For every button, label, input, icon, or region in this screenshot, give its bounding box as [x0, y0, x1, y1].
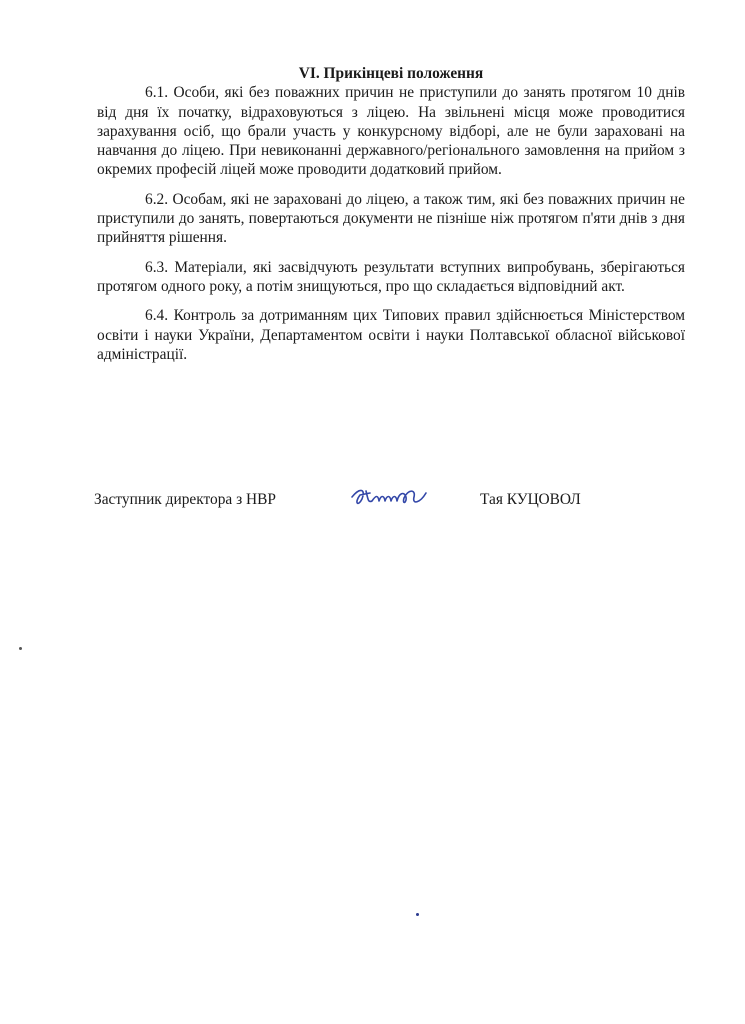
handwritten-signature [346, 485, 436, 511]
section-title: VI. Прикінцеві положення [298, 65, 484, 82]
scan-speck [19, 647, 22, 650]
paragraph-6-4: 6.4. Контроль за дотриманням цих Типових правил здійснюється Міністерством освіти і науки України, Департаментом освіти і науки Полтавської обласної військової адміністрації. [97, 307, 685, 363]
document-body [97, 64, 685, 374]
signature-block [94, 485, 614, 515]
paragraph-6-1: 6.1. Особи, які без поважних причин не приступили до занять протягом 10 днів від дня їх початку, відраховуються з ліцею. На звільнені місця може проводитися зарахування осіб, що брали участь у конкурсному відборі, але не були зараховані на навчання до ліцею. При невиконанні державного/регіонального замовлення на прийом з окремих професій ліцей може проводити додатковий прийом. [97, 84, 685, 179]
paragraph-6-3: 6.3. Матеріали, які засвідчують результати вступних випробувань, зберігаються протягом одного року, а потім знищуються, про що складається відповідний акт. [97, 258, 685, 295]
signatory-position: Заступник директора з НВР [94, 491, 276, 508]
scan-speck [416, 913, 419, 916]
signatory-name: Тая КУЦОВОЛ [480, 491, 581, 508]
paragraph-6-2: 6.2. Особам, які не зараховані до ліцею, а також тим, які без поважних причин не приступили до занять, повертаються документи не пізніше ніж протягом п'яти днів з дня прийняття рішення. [97, 190, 685, 247]
